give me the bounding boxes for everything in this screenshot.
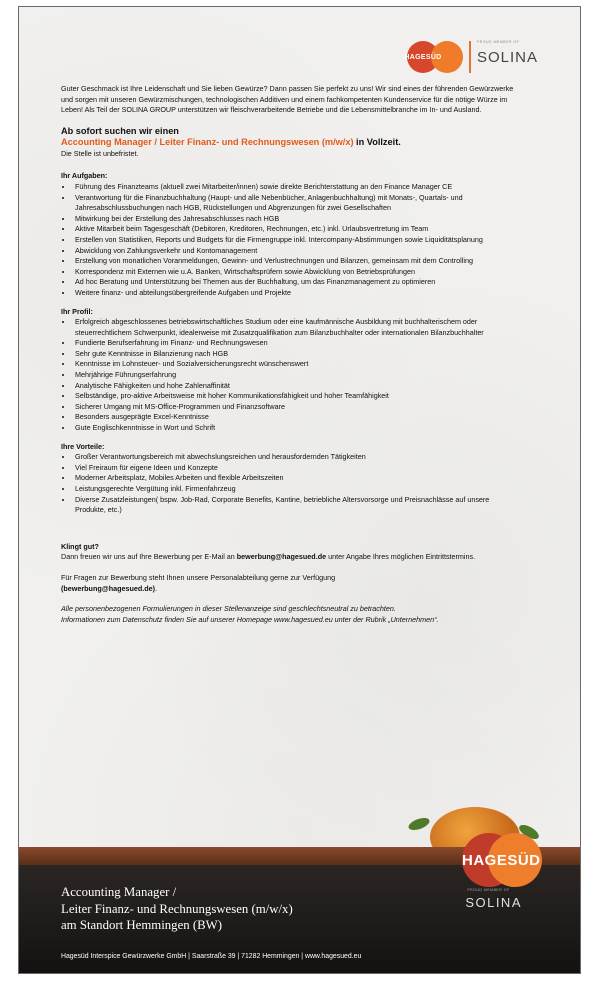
- questions-prefix: Für Fragen zur Bewerbung steht Ihnen unsere Personalabteilung gerne zur Verfügung: [61, 572, 336, 582]
- list-item: • Führung des Finanzteams (aktuell zwei Mitarbeiter/innen) sowie direkte Berichterstattung an den Finance Manager CE: [73, 182, 521, 193]
- list-item: • Großer Verantwortungsbereich mit abwechslungsreichen und herausfordernden Tätigkeiten: [73, 452, 521, 463]
- leaf-decoration: [407, 816, 431, 833]
- hagesued-logo-large: [462, 825, 541, 895]
- list-item: • Ad hoc Beratung und Unterstützung bei Themen aus der Buchhaltung, um das Finanzmanagement zu optimieren: [73, 277, 521, 288]
- list-item: • Gute Englischkenntnisse in Wort und Schrift: [73, 423, 521, 434]
- list-item: • Mitwirkung bei der Erstellung des Jahresabschlusses nach HGB: [73, 214, 521, 225]
- list-item: • Erstellen von Statistiken, Reports und Budgets für die Firmengruppe inkl. Intercompany-Abstimmungen sowie Liquiditätsplanung: [73, 235, 521, 246]
- headline-suffix: in Vollzeit.: [353, 137, 401, 148]
- profile-list: [61, 317, 521, 434]
- list-item: • Verantwortung für die Finanzbuchhaltung (Haupt- und alle Nebenbücher, Anlagenbuchhaltung) mit Monats-, Quartals- und Jahresabschlussbuchungen nach HGB, Rückstellungen und Abgrenzungen für zwei Gesellschaften: [73, 193, 521, 214]
- apply-prefix: Dann freuen wir uns auf Ihre Bewerbung per E-Mail an: [61, 552, 237, 562]
- solina-logo-large: [465, 888, 522, 910]
- list-item: • Erstellung von monatlichen Voranmeldungen, Gewinn- und Verlustrechnungen und Bilanzen, gemeinsam mit dem Controlling: [73, 256, 521, 267]
- solina-logo-large-text: SOLINA: [465, 895, 522, 910]
- list-item: • Besonders ausgeprägte Excel-Kenntnisse: [73, 412, 521, 423]
- closing-title: Klingt gut?: [61, 541, 99, 551]
- tasks-title: Ihr Aufgaben:: [61, 171, 108, 181]
- list-item: • Aktive Mitarbeit beim Tagesgeschäft (Debitoren, Kreditoren, Rechnungen, etc.) inkl. Urlaubsvertretung im Team: [73, 224, 521, 235]
- solina-caption: PROUD MEMBER OF: [476, 39, 520, 44]
- list-item: • Sehr gute Kenntnisse in Bilanzierung nach HGB: [73, 349, 521, 360]
- banner-title-line2: Leiter Finanz- und Rechnungswesen (m/w/x): [61, 901, 293, 916]
- banner-title: [61, 884, 293, 934]
- list-item: • Leistungsgerechte Vergütung inkl. Firmenfahrzeug: [73, 484, 521, 495]
- hagesued-logo-large-text: HAGESÜD: [462, 852, 541, 869]
- hagesued-logo-icon: [404, 41, 442, 73]
- ad-content: [61, 84, 521, 625]
- list-item: • Diverse Zusatzleistungen( bspw. Job-Rad, Corporate Benefits, Kantine, betriebliche Altersvorsorge und Preisnachlässe auf unsere Produkte, etc.): [73, 495, 521, 516]
- list-item: • Sicherer Umgang mit MS-Office-Programmen und Finanzsoftware: [73, 402, 521, 413]
- tasks-list: [61, 182, 521, 299]
- headline-line1: Ab sofort suchen wir einen: [61, 125, 179, 136]
- questions-suffix: .: [155, 583, 158, 593]
- position-title: Accounting Manager / Leiter Finanz- und Rechnungswesen (m/w/x): [61, 137, 354, 148]
- questions-email-link[interactable]: (bewerbung@hagesued.de): [61, 583, 156, 593]
- list-item: • Moderner Arbeitsplatz, Mobiles Arbeiten und flexible Arbeitszeiten: [73, 473, 521, 484]
- list-item: • Erfolgreich abgeschlossenes betriebswirtschaftliches Studium oder eine kaufmännische Ausbildung mit buchhalterischem oder steuerrechtlichem Schwerpunkt, idealerweise mit Zusatzqualifikation zum Bilanzbuchhalter oder internationalen Bilanzbuchhalter: [73, 317, 521, 338]
- benefits-list: [61, 452, 521, 516]
- benefits-title: Ihre Vorteile:: [61, 441, 105, 451]
- hagesued-solina-logo: [404, 37, 538, 77]
- company-footer: Hagesüd Interspice Gewürzwerke GmbH | Saarstraße 39 | 71282 Hemmingen | www.hagesued.eu: [61, 953, 362, 960]
- apply-email-link[interactable]: bewerbung@hagesued.de: [236, 552, 327, 562]
- headline-position: [61, 137, 521, 149]
- hagesued-logo-text: HAGESÜD: [404, 53, 442, 61]
- job-ad-page: [18, 6, 581, 974]
- list-item: • Weitere finanz- und abteilungsübergreifende Aufgaben und Projekte: [73, 288, 521, 299]
- contract-note: Die Stelle ist unbefristet.: [61, 148, 139, 158]
- banner-title-line3: am Standort Hemmingen (BW): [61, 918, 222, 932]
- list-item: • Selbständige, pro-aktive Arbeitsweise mit hoher Kommunikationsfähigkeit und hoher Teamfähigkeit: [73, 391, 521, 402]
- apply-text: [61, 552, 521, 563]
- list-item: • Kenntnisse im Lohnsteuer- und Sozialversicherungsrecht wünschenswert: [73, 359, 521, 370]
- list-item: • Analytische Fähigkeiten und hohe Zahlenaffinität: [73, 381, 521, 392]
- list-item: • Abwicklung von Zahlungsverkehr und Kontomanagement: [73, 246, 521, 257]
- apply-suffix: unter Angabe Ihres möglichen Eintrittstermins.: [326, 552, 476, 562]
- list-item: • Fundierte Berufserfahrung im Finanz- und Rechnungswesen: [73, 338, 521, 349]
- intro-text: Guter Geschmack ist Ihre Leidenschaft und Sie lieben Gewürze? Dann passen Sie perfekt zu uns! Wir sind eines der führenden Gewürzwerke und sorgen mit unseren Gewürzmischungen, technologischen Additiven und einem fachkompetenten Kundenservice für die nötige Würze im Leben! Als Teil der SOLINA GROUP unterstützen wir fleischverarbeitende Betriebe und die Lebensmittelbranche im In- und Ausland.: [61, 84, 514, 115]
- questions-text: [61, 573, 521, 594]
- list-item: • Viel Freiraum für eigene Ideen und Konzepte: [73, 463, 521, 474]
- list-item: • Mehrjährige Führungserfahrung: [73, 370, 521, 381]
- profile-title: Ihr Profil:: [61, 306, 93, 316]
- banner-title-line1: Accounting Manager /: [61, 885, 177, 899]
- disclaimer-text: Alle personenbezogenen Formulierungen in dieser Stellenanzeige sind geschlechtsneutral zu betrachten. Informationen zum Datenschutz finden Sie auf unserer Homepage www.hagesued.eu unter der Rubrik „Unternehmen“.: [61, 604, 439, 624]
- solina-logo: [476, 39, 538, 66]
- solina-caption-large: PROUD MEMBER OF: [467, 888, 510, 892]
- solina-logo-text: SOLINA: [476, 48, 538, 66]
- list-item: • Korrespondenz mit Externen wie u.A. Banken, Wirtschaftsprüfern sowie Abwicklung von Betriebsprüfungen: [73, 267, 521, 278]
